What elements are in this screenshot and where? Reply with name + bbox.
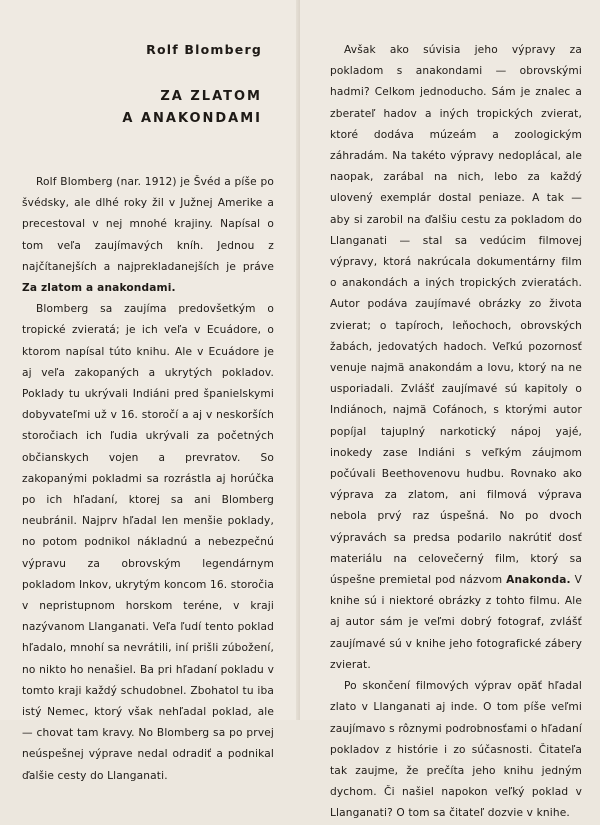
book-title-bold: Za zlatom a anakondami. <box>22 282 176 295</box>
book-title <box>0 86 262 130</box>
left-paragraph-1-text: Rolf Blomberg (nar. 1912) je Švéd a píše po švédsky, ale dlhé roky žil v Južnej Amerike a precestoval v nej mnohé krajiny. Napísal o tom veľa zaujímavých kníh. Jednou z najčítanejších a najprekladanejších je práve <box>22 176 274 273</box>
left-text-column <box>22 172 274 787</box>
left-paragraph-1 <box>22 172 274 299</box>
right-paragraph-1-tail: V knihe sú i niektoré obrázky z tohto filmu. Ale aj autor sám je veľmi dobrý fotograf, zvlášť zaujímavé sú v knihe jeho fotografické zábery zvierat. <box>330 574 582 671</box>
film-title-bold: Anakonda. <box>506 574 571 587</box>
left-paragraph-2: Blomberg sa zaujíma predovšetkým o tropické zvieratá; je ich veľa v Ecuádore, o ktorom napísal túto knihu. Ale v Ecuádore je aj veľa zakopaných a ukrytých pokladov. Poklady tu ukrývali Indiáni pred španielskymi dobyvateľmi už v 16. storočí a aj v neskorších storočiach ich ľudia ukrývali za početných občianskych vojen a prevratov. So zakopanými pokladmi sa rozrástla aj horúčka po ich hľadaní, ktorej sa ani Blomberg neubránil. Najprv hľadal len menšie poklady, no potom podnikol nákladnú a nebezpečnú výpravu za obrovským legendárnym pokladom Inkov, ukrytým koncom 16. storočia v nepristupnom horskom teréne, v kraji nazývanom Llanganati. Veľa ľudí tento poklad hľadalo, mnohí sa nevrátili, iní prišli zúbožení, no nikto ho nenašiel. Ba pri hľadaní pokladu v tomto kraji každý schudobnel. Zbohatol tu iba istý Nemec, ktorý však nehľadal poklad, ale — chovat tam kravy. No Blomberg sa po prvej neúspešnej výprave nedal odradiť a podnikal ďalšie cesty do Llanganati. <box>22 303 274 782</box>
title-line-2: A ANAKONDAMI <box>122 111 262 126</box>
left-page <box>0 0 298 782</box>
author-name: Rolf Blomberg <box>146 42 262 57</box>
right-paragraph-1-text: Avšak ako súvisia jeho výpravy za pokladom s anakondami — obrovskými hadmi? Celkom jednoducho. Sám je znalec a zberateľ hadov a iných tropických zvierat, ktoré dodáva múzeám a zoologickým záhradám. Na takéto výpravy nedoplácal, ale naopak, zarábal na nich, lebo za každý ulovený exemplár dostal peniaze. A tak — aby si zarobil na ďalšiu cestu za pokladom do Llanganati — stal sa vedúcim filmovej výpravy, ktorá nakrúcala dokumentárny film o anakondách a iných tropických zvieratách. Autor podáva zaujímavé obrázky zo života zvierat; o tapíroch, leňochoch, obrovských žabách, jedovatých hadoch. Veľkú pozornosť venuje najmä anakondám a lovu, ktorý na ne usporiadali. Zvlášť zaujímavé sú kapitoly o Indiánoch, najmä Cofánoch, s ktorými autor popíjal tajuplný narkotický nápoj yajé, inokedy zase Indiáni s veľkým záujmom počúvali Beethovenovu hudbu. Rovnako ako výprava za zlatom, ani filmová výprava nebola prvý raz úspešná. No po dvoch výpravách sa predsa podarilo nakrútiť dosť materiálu na celovečerný film, ktorý sa úspešne premietal pod názvom <box>330 44 582 587</box>
right-text-column <box>330 40 582 825</box>
title-line-1: ZA ZLATOM <box>160 89 262 104</box>
right-paragraph-1 <box>330 40 582 676</box>
right-paragraph-2: Po skončení filmových výprav opäť hľadal zlato v Llanganati aj inde. O tom píše veľmi zaujímavo s rôznymi podrobnosťami o hľadaní pokladov z histórie i zo súčasnosti. Čitateľa tak zaujme, že prečíta jeho knihu jedným dychom. Či našiel napokon veľký poklad v Llanganati? O tom sa čitateľ dozvie v knihe. <box>330 680 582 820</box>
